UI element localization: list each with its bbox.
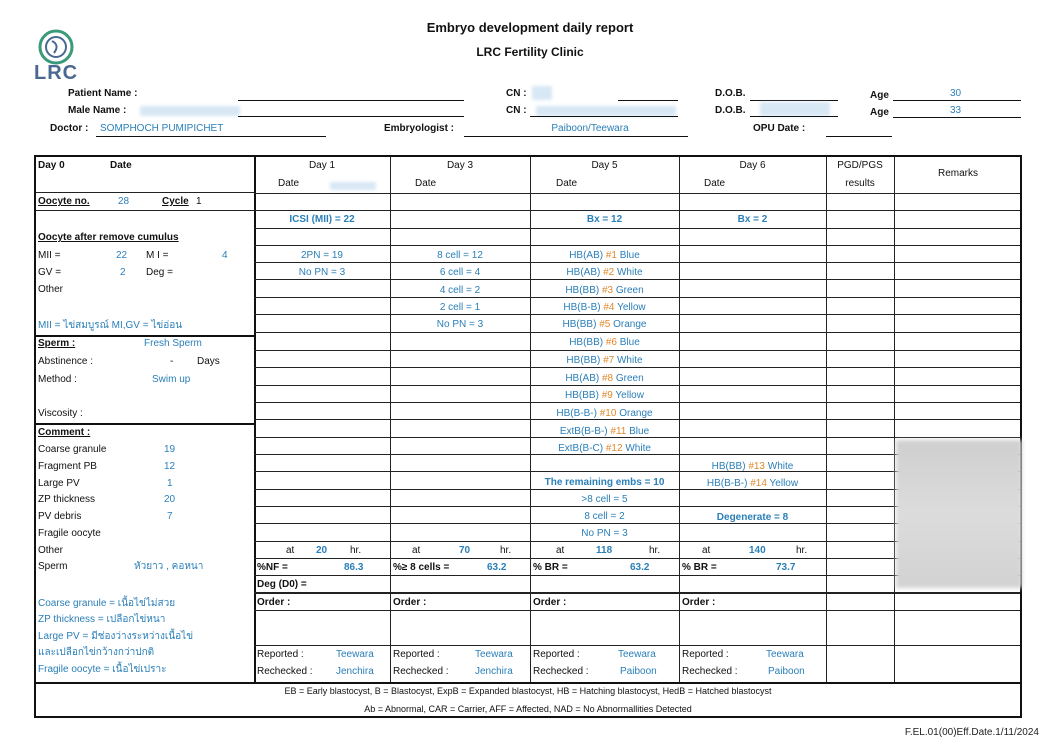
remarks-header: Remarks	[937, 168, 978, 179]
legend-line-1: EB = Early blastocyst, B = Blastocyst, ExpB = Expanded blastocyst, HB = Hatching blastocyst, HedB = Hatched blastocyst	[284, 686, 772, 696]
embryologist-label: Embryologist :	[384, 123, 455, 134]
pv-debris-label: PV debris	[38, 511, 82, 522]
comment-label: Comment :	[38, 427, 91, 438]
embryologist-value: Paiboon/Teewara	[551, 123, 629, 134]
row-line	[254, 610, 1020, 611]
row-line	[254, 193, 1020, 194]
day5-embryo	[530, 426, 679, 438]
report-title: Embryo development daily report	[426, 20, 634, 35]
day5-nopn: No PN = 3	[581, 528, 628, 539]
order-line	[254, 645, 1020, 646]
col-divider-day3	[530, 157, 531, 683]
day3-header: Day 3	[446, 160, 474, 171]
day5-reported: Teewara	[618, 649, 656, 660]
day6-reported: Teewara	[766, 649, 804, 660]
embryo-number: #3	[601, 285, 614, 296]
day6-br-label: % BR =	[682, 562, 717, 573]
other2-label: Other	[38, 545, 64, 556]
redacted-dob-male	[760, 102, 830, 116]
day3-rechecked: Jenchira	[475, 666, 513, 677]
embryo-color: White	[622, 443, 651, 454]
embryo-number: #4	[603, 302, 615, 313]
day0-section-line	[36, 423, 254, 425]
day6-degenerate: Degenerate = 8	[716, 512, 789, 523]
row-line	[254, 245, 1020, 246]
day5-br-value: 63.2	[630, 562, 650, 573]
day6-header: Day 6	[739, 160, 766, 171]
row-line	[254, 332, 1020, 333]
col-divider-day6	[826, 157, 827, 683]
embryo-grade: HB(B-B-)	[556, 408, 600, 419]
day5-br-label: % BR =	[533, 562, 568, 573]
day3-row: 4 cell = 2	[439, 285, 481, 296]
embryo-color: Orange	[616, 408, 653, 419]
sperm-value: Fresh Sperm	[144, 338, 202, 349]
row-line	[254, 228, 1020, 229]
dob-line-female	[750, 100, 838, 101]
cycle-value: 1	[196, 196, 202, 207]
fragile-label: Fragile oocyte	[38, 528, 101, 539]
embryo-number: #1	[605, 250, 617, 261]
day3-hr: hr.	[500, 545, 512, 556]
doctor-line	[96, 136, 326, 137]
day5-embryo	[530, 443, 679, 455]
sperm2-value: หัวยาว , คอหนา	[134, 561, 204, 572]
row-line	[254, 262, 1020, 263]
day3-row: 8 cell = 12	[437, 250, 483, 261]
day5-date-label: Date	[556, 178, 578, 189]
day6-hr: hr.	[796, 545, 808, 556]
mi-label: M I =	[146, 250, 169, 261]
day1-rechecked: Jenchira	[336, 666, 374, 677]
day5-rechecked-label: Rechecked :	[533, 666, 589, 677]
viscosity-label: Viscosity :	[38, 408, 83, 419]
day3-cells-label: %≥ 8 cells =	[393, 562, 450, 573]
note-fragile: Fragile oocyte = เนื้อไข่เปราะ	[38, 664, 167, 675]
day1-rechecked-label: Rechecked :	[257, 666, 313, 677]
pgd-results-header: results	[845, 178, 875, 189]
day5-embryo	[530, 337, 679, 349]
col-divider-day5	[679, 157, 680, 683]
embryo-number: #12	[605, 443, 623, 454]
col-divider-day1	[390, 157, 391, 683]
days-label: Days	[197, 356, 220, 367]
embryo-grade: HB(BB)	[565, 285, 602, 296]
day1-hr: hr.	[350, 545, 362, 556]
day3-date-label: Date	[415, 178, 437, 189]
day6-embryo	[679, 478, 826, 490]
day5-embryo	[530, 250, 679, 262]
row-line	[254, 314, 1020, 315]
embryo-grade: HB(B-B-)	[706, 478, 751, 489]
day5-hr: hr.	[649, 545, 661, 556]
legend-line-2: Ab = Abnormal, CAR = Carrier, AFF = Affected, NAD = No Abnormallities Detected	[364, 704, 692, 714]
row-line	[254, 210, 1020, 211]
day6-reported-label: Reported :	[682, 649, 729, 660]
pv-debris-value: 7	[167, 511, 173, 522]
embryo-color: Orange	[610, 319, 647, 330]
note-zp: ZP thickness = เปลือกไข่หนา	[38, 614, 166, 625]
note-large-pv-2: และเปลือกไข่กว้างกว่าปกติ	[38, 647, 155, 658]
dob-label-female: D.O.B.	[715, 88, 746, 99]
day5-gt8: >8 cell = 5	[581, 494, 628, 505]
zp-value: 20	[164, 494, 176, 505]
day0-row-line	[36, 192, 254, 193]
day3-cells-value: 63.2	[487, 562, 507, 573]
age-line-female	[893, 100, 1021, 101]
day1-deg-d0: Deg (D0) =	[257, 579, 307, 590]
day5-embryo	[530, 390, 679, 402]
embryo-number: #5	[599, 319, 611, 330]
oocyte-no-label: Oocyte no.	[38, 196, 90, 207]
abstinence-label: Abstinence :	[38, 356, 94, 367]
pgd-header: PGD/PGS	[837, 160, 883, 171]
redacted-remarks	[896, 440, 1022, 588]
embryo-grade: ExtB(B-C)	[558, 443, 606, 454]
large-pv-value: 1	[167, 478, 173, 489]
embryo-number: #9	[601, 390, 613, 401]
method-value: Swim up	[152, 374, 191, 385]
redacted-day1-date	[330, 182, 376, 190]
order-line	[254, 592, 1020, 593]
embryo-grade: HB(BB)	[562, 319, 600, 330]
redacted-cn-male	[536, 106, 676, 116]
embryologist-line	[464, 136, 688, 137]
embryo-color: Yellow	[612, 390, 644, 401]
day3-reported-label: Reported :	[393, 649, 440, 660]
embryo-color: Green	[613, 373, 644, 384]
patient-name-line	[238, 100, 464, 101]
embryo-grade: ExtB(B-B-)	[559, 426, 611, 437]
embryo-number: #14	[750, 478, 767, 489]
day1-nf-value: 86.3	[344, 562, 364, 573]
legend-divider	[36, 682, 1020, 684]
sperm-label: Sperm :	[38, 338, 76, 349]
embryo-grade: HB(AB)	[569, 250, 606, 261]
row-line	[254, 297, 1020, 298]
clinic-name: LRC Fertility Clinic	[476, 45, 584, 59]
large-pv-label: Large PV	[38, 478, 80, 489]
day5-embryo	[530, 355, 679, 367]
embryo-color: White	[765, 461, 794, 472]
abstinence-value: -	[170, 356, 174, 367]
embryo-number: #10	[599, 408, 617, 419]
age-label-female: Age	[870, 90, 889, 101]
day5-embryo	[530, 408, 679, 420]
cn-line-male	[530, 116, 678, 117]
day5-embryo	[530, 302, 679, 314]
method-label: Method :	[38, 374, 77, 385]
cycle-label: Cycle	[162, 196, 189, 207]
day5-embryo	[530, 319, 679, 331]
day1-reported-label: Reported :	[257, 649, 304, 660]
day3-rechecked-label: Rechecked :	[393, 666, 449, 677]
day1-date-label: Date	[278, 178, 300, 189]
row-line	[254, 385, 1020, 386]
cn-line-female	[618, 100, 678, 101]
sperm2-label: Sperm	[38, 561, 68, 572]
embryo-number: #7	[603, 355, 615, 366]
age-male: 33	[950, 105, 962, 116]
day6-rechecked-label: Rechecked :	[682, 666, 738, 677]
day5-bx: Bx = 12	[586, 214, 623, 225]
patient-name-label: Patient Name :	[68, 88, 138, 99]
day0-row-line	[36, 210, 254, 211]
day3-row: 2 cell = 1	[439, 302, 481, 313]
col-divider-pgd	[894, 157, 895, 683]
day6-order: Order :	[682, 597, 716, 608]
row-line	[254, 350, 1020, 351]
coarse-label: Coarse granule	[38, 444, 107, 455]
embryo-color: Blue	[617, 337, 640, 348]
coarse-value: 19	[164, 444, 176, 455]
deg-label: Deg =	[146, 267, 173, 278]
opu-date-line	[826, 136, 892, 137]
age-line-male	[893, 117, 1021, 118]
embryo-grade: HB(BB)	[569, 337, 606, 348]
redacted-male-name	[140, 106, 240, 116]
fragment-label: Fragment PB	[38, 461, 97, 472]
embryo-color: Yellow	[766, 478, 799, 489]
day3-at: at	[412, 545, 421, 556]
cn-label-female: CN :	[506, 88, 527, 99]
day0-header: Day 0	[38, 160, 65, 171]
dob-line-male	[750, 116, 838, 117]
opu-date-label: OPU Date :	[753, 123, 806, 134]
form-code: F.EL.01(00)Eff.Date.1/11/2024	[904, 727, 1039, 738]
age-female: 30	[950, 88, 962, 99]
day5-at: at	[556, 545, 565, 556]
mii-label: MII =	[38, 250, 61, 261]
embryo-number: #8	[601, 373, 614, 384]
row-line	[254, 402, 1020, 403]
day0-section-line	[36, 335, 254, 337]
day3-order: Order :	[393, 597, 427, 608]
embryo-number: #6	[605, 337, 617, 348]
day6-rechecked: Paiboon	[768, 666, 805, 677]
embryo-number: #2	[603, 267, 615, 278]
day1-2pn: 2PN = 19	[301, 250, 343, 261]
day6-hr-value: 140	[749, 545, 766, 556]
day6-bx: Bx = 2	[737, 214, 768, 225]
doctor-label: Doctor :	[50, 123, 89, 134]
doctor-value: SOMPHOCH PUMIPICHET	[100, 123, 224, 134]
embryo-grade: HB(AB)	[566, 267, 604, 278]
day0-date-label: Date	[110, 160, 132, 171]
day5-embryo	[530, 267, 679, 279]
day1-nopn: No PN = 3	[298, 267, 346, 278]
day5-reported-label: Reported :	[533, 649, 580, 660]
day3-hr-value: 70	[459, 545, 471, 556]
oocyte-no-value: 28	[118, 196, 130, 207]
male-name-line	[238, 116, 464, 117]
age-label-male: Age	[870, 107, 889, 118]
embryo-grade: HB(BB)	[566, 355, 604, 366]
embryo-grade: HB(B-B)	[563, 302, 604, 313]
embryo-grade: HB(BB)	[565, 390, 602, 401]
row-line	[254, 593, 1020, 594]
row-line	[254, 367, 1020, 368]
day5-hr-value: 118	[596, 545, 613, 556]
embryo-grade: HB(AB)	[565, 373, 602, 384]
mii-note: MII = ไข่สมบูรณ์ MI,GV = ไข่อ่อน	[38, 320, 183, 331]
col-divider-day0	[254, 157, 256, 683]
day5-embryo	[530, 285, 679, 297]
male-name-label: Male Name :	[68, 105, 127, 116]
embryo-number: #13	[748, 461, 765, 472]
dob-label-male: D.O.B.	[715, 105, 746, 116]
mi-value: 4	[222, 250, 228, 261]
cn-label-male: CN :	[506, 105, 527, 116]
embryo-color: Yellow	[614, 302, 646, 313]
embryo-number: #11	[610, 426, 627, 437]
day5-order: Order :	[533, 597, 567, 608]
note-large-pv: Large PV = มีช่องว่างระหว่างเนื้อไข่	[38, 631, 194, 642]
day1-hr-value: 20	[316, 545, 328, 556]
after-cumulus-label: Oocyte after remove cumulus	[38, 232, 179, 243]
day5-remaining: The remaining embs = 10	[544, 477, 665, 488]
day5-rechecked: Paiboon	[620, 666, 657, 677]
fragment-value: 12	[164, 461, 176, 472]
day6-at: at	[702, 545, 711, 556]
embryo-color: White	[614, 267, 643, 278]
embryo-color: Blue	[617, 250, 640, 261]
day5-header: Day 5	[591, 160, 618, 171]
row-line	[254, 279, 1020, 280]
day1-icsi: ICSI (MII) = 22	[289, 214, 355, 225]
day1-header: Day 1	[308, 160, 336, 171]
day6-br-value: 73.7	[776, 562, 796, 573]
embryo-color: White	[614, 355, 643, 366]
gv-label: GV =	[38, 267, 62, 278]
day5-8cell: 8 cell = 2	[584, 511, 625, 522]
embryo-color: Green	[613, 285, 644, 296]
other-label: Other	[38, 284, 64, 295]
day6-embryo	[679, 461, 826, 473]
embryo-color: Blue	[626, 426, 650, 437]
note-coarse: Coarse granule = เนื้อไข่ไม่สวย	[38, 598, 176, 609]
embryo-grade: HB(BB)	[711, 461, 749, 472]
zp-label: ZP thickness	[38, 494, 96, 505]
mii-value: 22	[116, 250, 128, 261]
gv-value: 2	[120, 267, 126, 278]
day1-reported: Teewara	[336, 649, 374, 660]
day1-at: at	[286, 545, 295, 556]
day3-row: No PN = 3	[436, 319, 484, 330]
redacted-cn-female	[532, 86, 552, 100]
day3-row: 6 cell = 4	[439, 267, 481, 278]
logo-text: LRC	[34, 62, 79, 84]
day5-embryo	[530, 373, 679, 385]
day6-date-label: Date	[704, 178, 726, 189]
day1-order: Order :	[257, 597, 291, 608]
day1-nf-label: %NF =	[257, 562, 288, 573]
day3-reported: Teewara	[475, 649, 513, 660]
